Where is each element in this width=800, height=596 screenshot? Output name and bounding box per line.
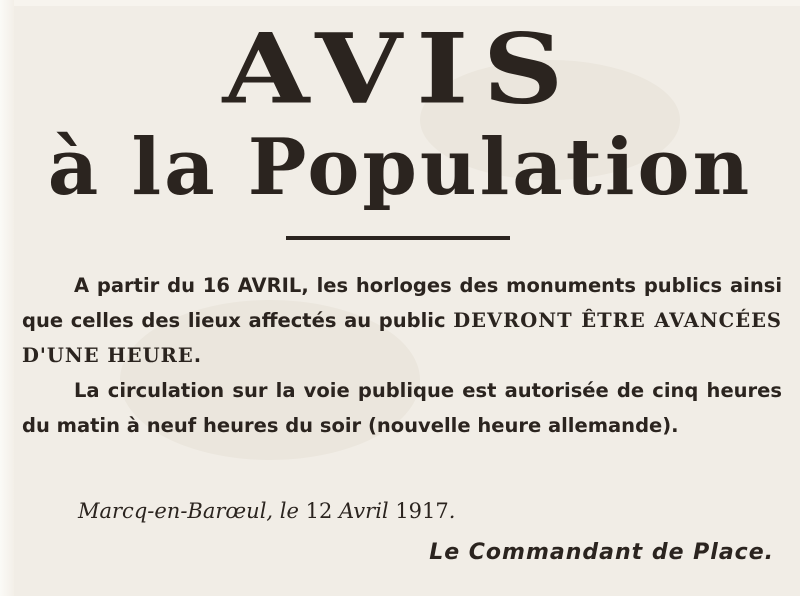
notice-body bbox=[22, 268, 782, 443]
paragraph-clocks-end: . bbox=[193, 344, 202, 367]
place-name: Marcq-en-Barœul, le bbox=[78, 499, 306, 523]
paragraph-circulation: La circulation sur la voie publique est autorisée de cinq heures du matin à neuf heures du soir (nouvelle heure allemande). bbox=[22, 379, 782, 437]
paragraph-clocks-middle: , les horloges des monuments publics ainsi que celles des lieux affectés au public bbox=[22, 274, 782, 332]
date-number: 12 bbox=[305, 499, 333, 523]
paragraph-clocks-emphasis: DEVRONT ÊTRE AVANCÉES D'UNE HEURE bbox=[22, 309, 783, 367]
divider-rule bbox=[286, 236, 510, 240]
paragraph-clocks bbox=[22, 268, 782, 373]
date-month: Avril bbox=[332, 499, 396, 523]
paragraph-clocks-start: A partir du bbox=[74, 274, 203, 297]
signature: Le Commandant de Place. bbox=[429, 540, 774, 565]
paragraph-clocks-date: 16 AVRIL bbox=[202, 274, 302, 297]
place-date-line bbox=[78, 496, 778, 526]
date-year: 1917 bbox=[395, 499, 449, 523]
paper-edge-top bbox=[0, 0, 800, 6]
poster-title: AVIS bbox=[222, 13, 578, 126]
date-end: . bbox=[448, 499, 456, 523]
poster-subtitle: à la Population bbox=[47, 122, 753, 213]
